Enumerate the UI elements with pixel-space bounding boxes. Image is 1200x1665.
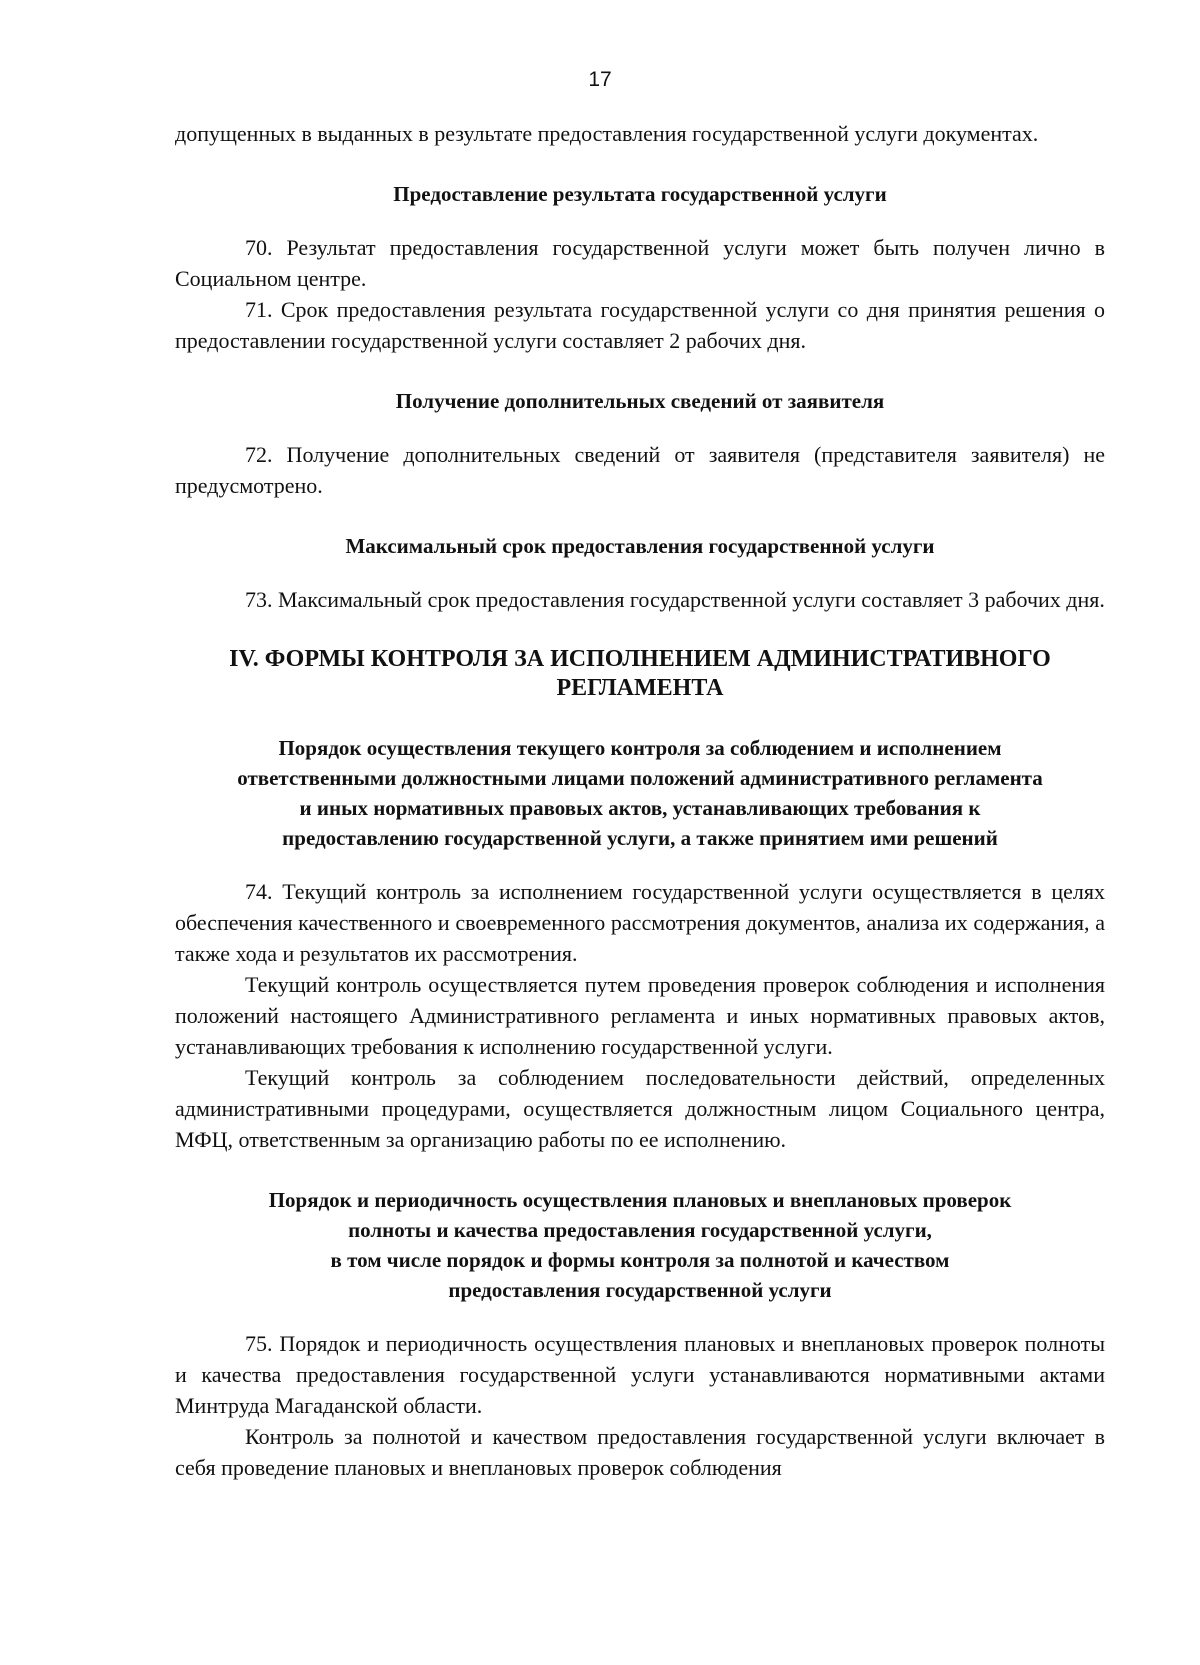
heading-result: Предоставление результата государственной услуги: [393, 182, 887, 206]
heading-line: предоставления государственной услуги: [448, 1278, 832, 1302]
chapter-title-line: РЕГЛАМЕНТА: [556, 675, 724, 701]
heading-line: в том числе порядок и формы контроля за полнотой и качеством: [330, 1248, 950, 1272]
paragraph-74-c: Текущий контроль за соблюдением последовательности действий, определенных административными процедурами, осуществляется должностным лицом Социального центра, МФЦ, ответственным за организацию работы по ее исполнению.: [175, 1065, 1105, 1152]
heading-max-term: Максимальный срок предоставления государственной услуги: [345, 534, 935, 558]
paragraph-73: 73. Максимальный срок предоставления государственной услуги составляет 3 рабочих дня.: [245, 587, 1105, 612]
paragraph-75: 75. Порядок и периодичность осуществления плановых и внеплановых проверок полноты и качества предоставления государственной услуги устанавливаются нормативными актами Минтруда Магаданской области.: [175, 1331, 1105, 1418]
heading-line: предоставлению государственной услуги, а также принятием ими решений: [282, 826, 998, 850]
heading-additional-info: Получение дополнительных сведений от заявителя: [395, 389, 885, 413]
heading-line: ответственными должностными лицами положений административного регламента: [237, 766, 1043, 790]
paragraph-74-b: Текущий контроль осуществляется путем проведения проверок соблюдения и исполнения положений настоящего Административного регламента и иных нормативных правовых актов, устанавливающих требования к исполнению государственной услуги.: [175, 972, 1105, 1059]
paragraph-71: 71. Срок предоставления результата государственной услуги со дня принятия решения о предоставлении государственной услуги составляет 2 рабочих дня.: [175, 297, 1105, 353]
document-body: [175, 118, 1105, 1483]
heading-line: и иных нормативных правовых актов, устанавливающих требования к: [299, 796, 981, 820]
page-number: 17: [588, 68, 612, 91]
chapter-title: [175, 645, 1105, 703]
heading-current-control: [175, 733, 1105, 853]
paragraph-75-b: Контроль за полнотой и качеством предоставления государственной услуги включает в себя проведение плановых и внеплановых проверок соблюдения: [175, 1424, 1105, 1480]
heading-inspections: [175, 1185, 1105, 1305]
chapter-title-line: IV. ФОРМЫ КОНТРОЛЯ ЗА ИСПОЛНЕНИЕМ АДМИНИСТРАТИВНОГО: [229, 646, 1051, 672]
heading-line: Порядок и периодичность осуществления плановых и внеплановых проверок: [268, 1188, 1012, 1212]
paragraph-74: 74. Текущий контроль за исполнением государственной услуги осуществляется в целях обеспечения качественного и своевременного рассмотрения документов, анализа их содержания, а также хода и результатов их рассмотрения.: [175, 879, 1105, 966]
heading-line: Порядок осуществления текущего контроля за соблюдением и исполнением: [278, 736, 1002, 760]
continuation-paragraph: допущенных в выданных в результате предоставления государственной услуги документах.: [175, 121, 1039, 146]
paragraph-72: 72. Получение дополнительных сведений от заявителя (представителя заявителя) не предусмотрено.: [175, 442, 1105, 498]
heading-line: полноты и качества предоставления государственной услуги,: [348, 1218, 932, 1242]
paragraph-70: 70. Результат предоставления государственной услуги может быть получен лично в Социальном центре.: [175, 235, 1105, 291]
